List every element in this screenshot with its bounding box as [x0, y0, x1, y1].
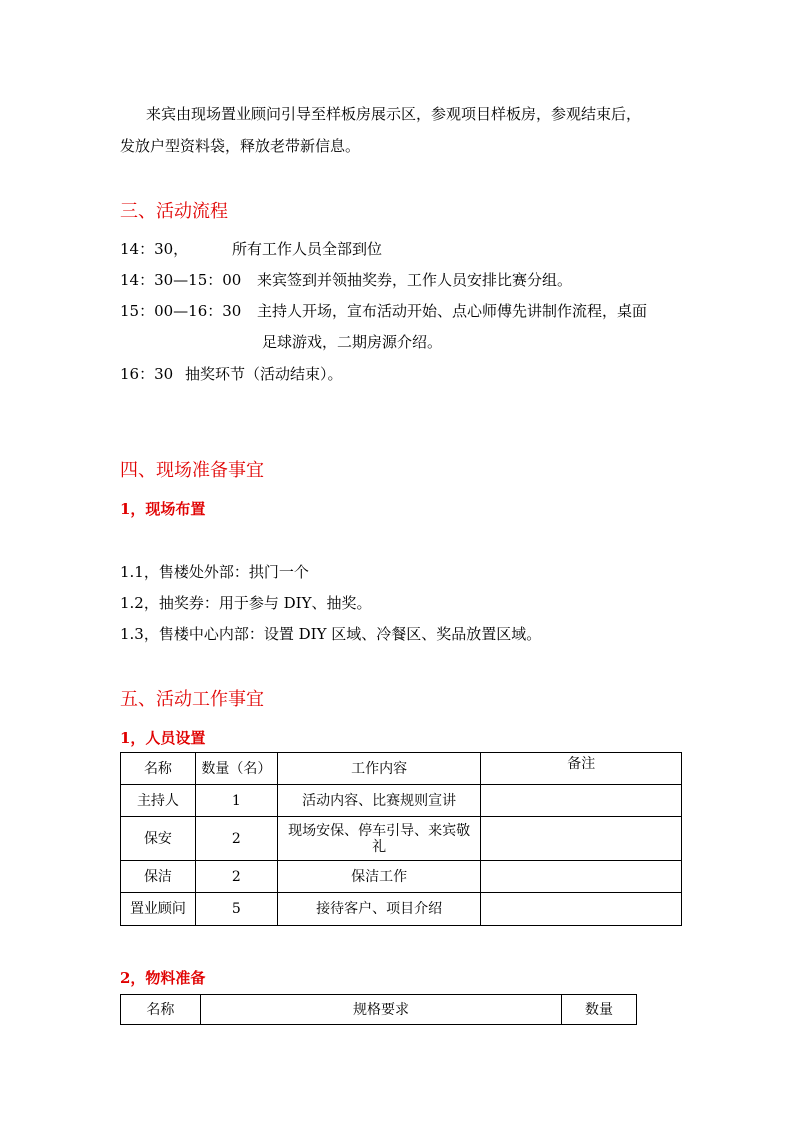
prep-item-2: 1.2，抽奖券：用于参与 DIY、抽奖。: [120, 594, 372, 612]
table-row: [121, 861, 682, 893]
material-table-header: [121, 995, 637, 1025]
cell-name: 保洁: [121, 861, 196, 893]
material-table: [120, 994, 637, 1025]
header-qty: 数量: [562, 995, 637, 1025]
section-5-title: 五、活动工作事宜: [120, 689, 264, 710]
table-row: [121, 817, 682, 861]
header-spec: 规格要求: [200, 995, 561, 1025]
schedule-text-2: 来宾签到并领抽奖券，工作人员安排比赛分组。: [257, 271, 573, 289]
cell-name: 置业顾问: [121, 893, 196, 926]
cell-count: 2: [195, 861, 277, 893]
cell-note: [481, 785, 682, 817]
schedule-text-1: 所有工作人员全部到位: [232, 240, 383, 258]
section-4-sub-1: 1，现场布置: [120, 500, 206, 518]
section-3-title: 三、活动流程: [120, 201, 228, 222]
intro-line-1: 来宾由现场置业顾问引导至样板房展示区，参观项目样板房，参观结束后，: [146, 105, 642, 123]
cell-work: 接待客户、项目介绍: [277, 893, 481, 926]
cell-name: 主持人: [121, 785, 196, 817]
prep-item-3: 1.3，售楼中心内部：设置 DIY 区域、冷餐区、奖品放置区域。: [120, 625, 542, 643]
staff-table: [120, 752, 682, 926]
cell-name: 保安: [121, 817, 196, 861]
cell-work: 保洁工作: [277, 861, 481, 893]
header-name: 名称: [121, 995, 201, 1025]
cell-note: [481, 893, 682, 926]
schedule-time-3: 15：00—16：30: [120, 302, 242, 320]
cell-count: 1: [195, 785, 277, 817]
cell-note: [481, 861, 682, 893]
cell-note: [481, 817, 682, 861]
cell-work: 现场安保、停车引导、来宾敬礼: [277, 817, 481, 861]
schedule-time-2: 14：30—15：00: [120, 271, 242, 289]
schedule-text-4: 抽奖环节（活动结束）。: [185, 365, 343, 383]
schedule-text-3-cont: 足球游戏，二期房源介绍。: [262, 333, 443, 351]
header-work: 工作内容: [277, 753, 481, 785]
cell-count: 5: [195, 893, 277, 926]
cell-count: 2: [195, 817, 277, 861]
prep-item-1: 1.1，售楼处外部：拱门一个: [120, 563, 309, 581]
schedule-time-4: 16：30: [120, 365, 174, 383]
section-4-title: 四、现场准备事宜: [120, 460, 264, 481]
staff-table-header: [121, 753, 682, 785]
header-note: 备注: [481, 753, 682, 785]
cell-work: 活动内容、比赛规则宣讲: [277, 785, 481, 817]
schedule-text-3: 主持人开场，宣布活动开始、点心师傅先讲制作流程，桌面: [257, 302, 648, 320]
header-name: 名称: [121, 753, 196, 785]
header-count: 数量（名）: [195, 753, 277, 785]
table-row: [121, 893, 682, 926]
schedule-time-1: 14：30，: [120, 240, 189, 258]
section-5-sub-2: 2，物料准备: [120, 969, 206, 987]
section-5-sub-1: 1，人员设置: [120, 729, 206, 747]
intro-line-2: 发放户型资料袋，释放老带新信息。: [120, 137, 361, 155]
table-row: [121, 785, 682, 817]
